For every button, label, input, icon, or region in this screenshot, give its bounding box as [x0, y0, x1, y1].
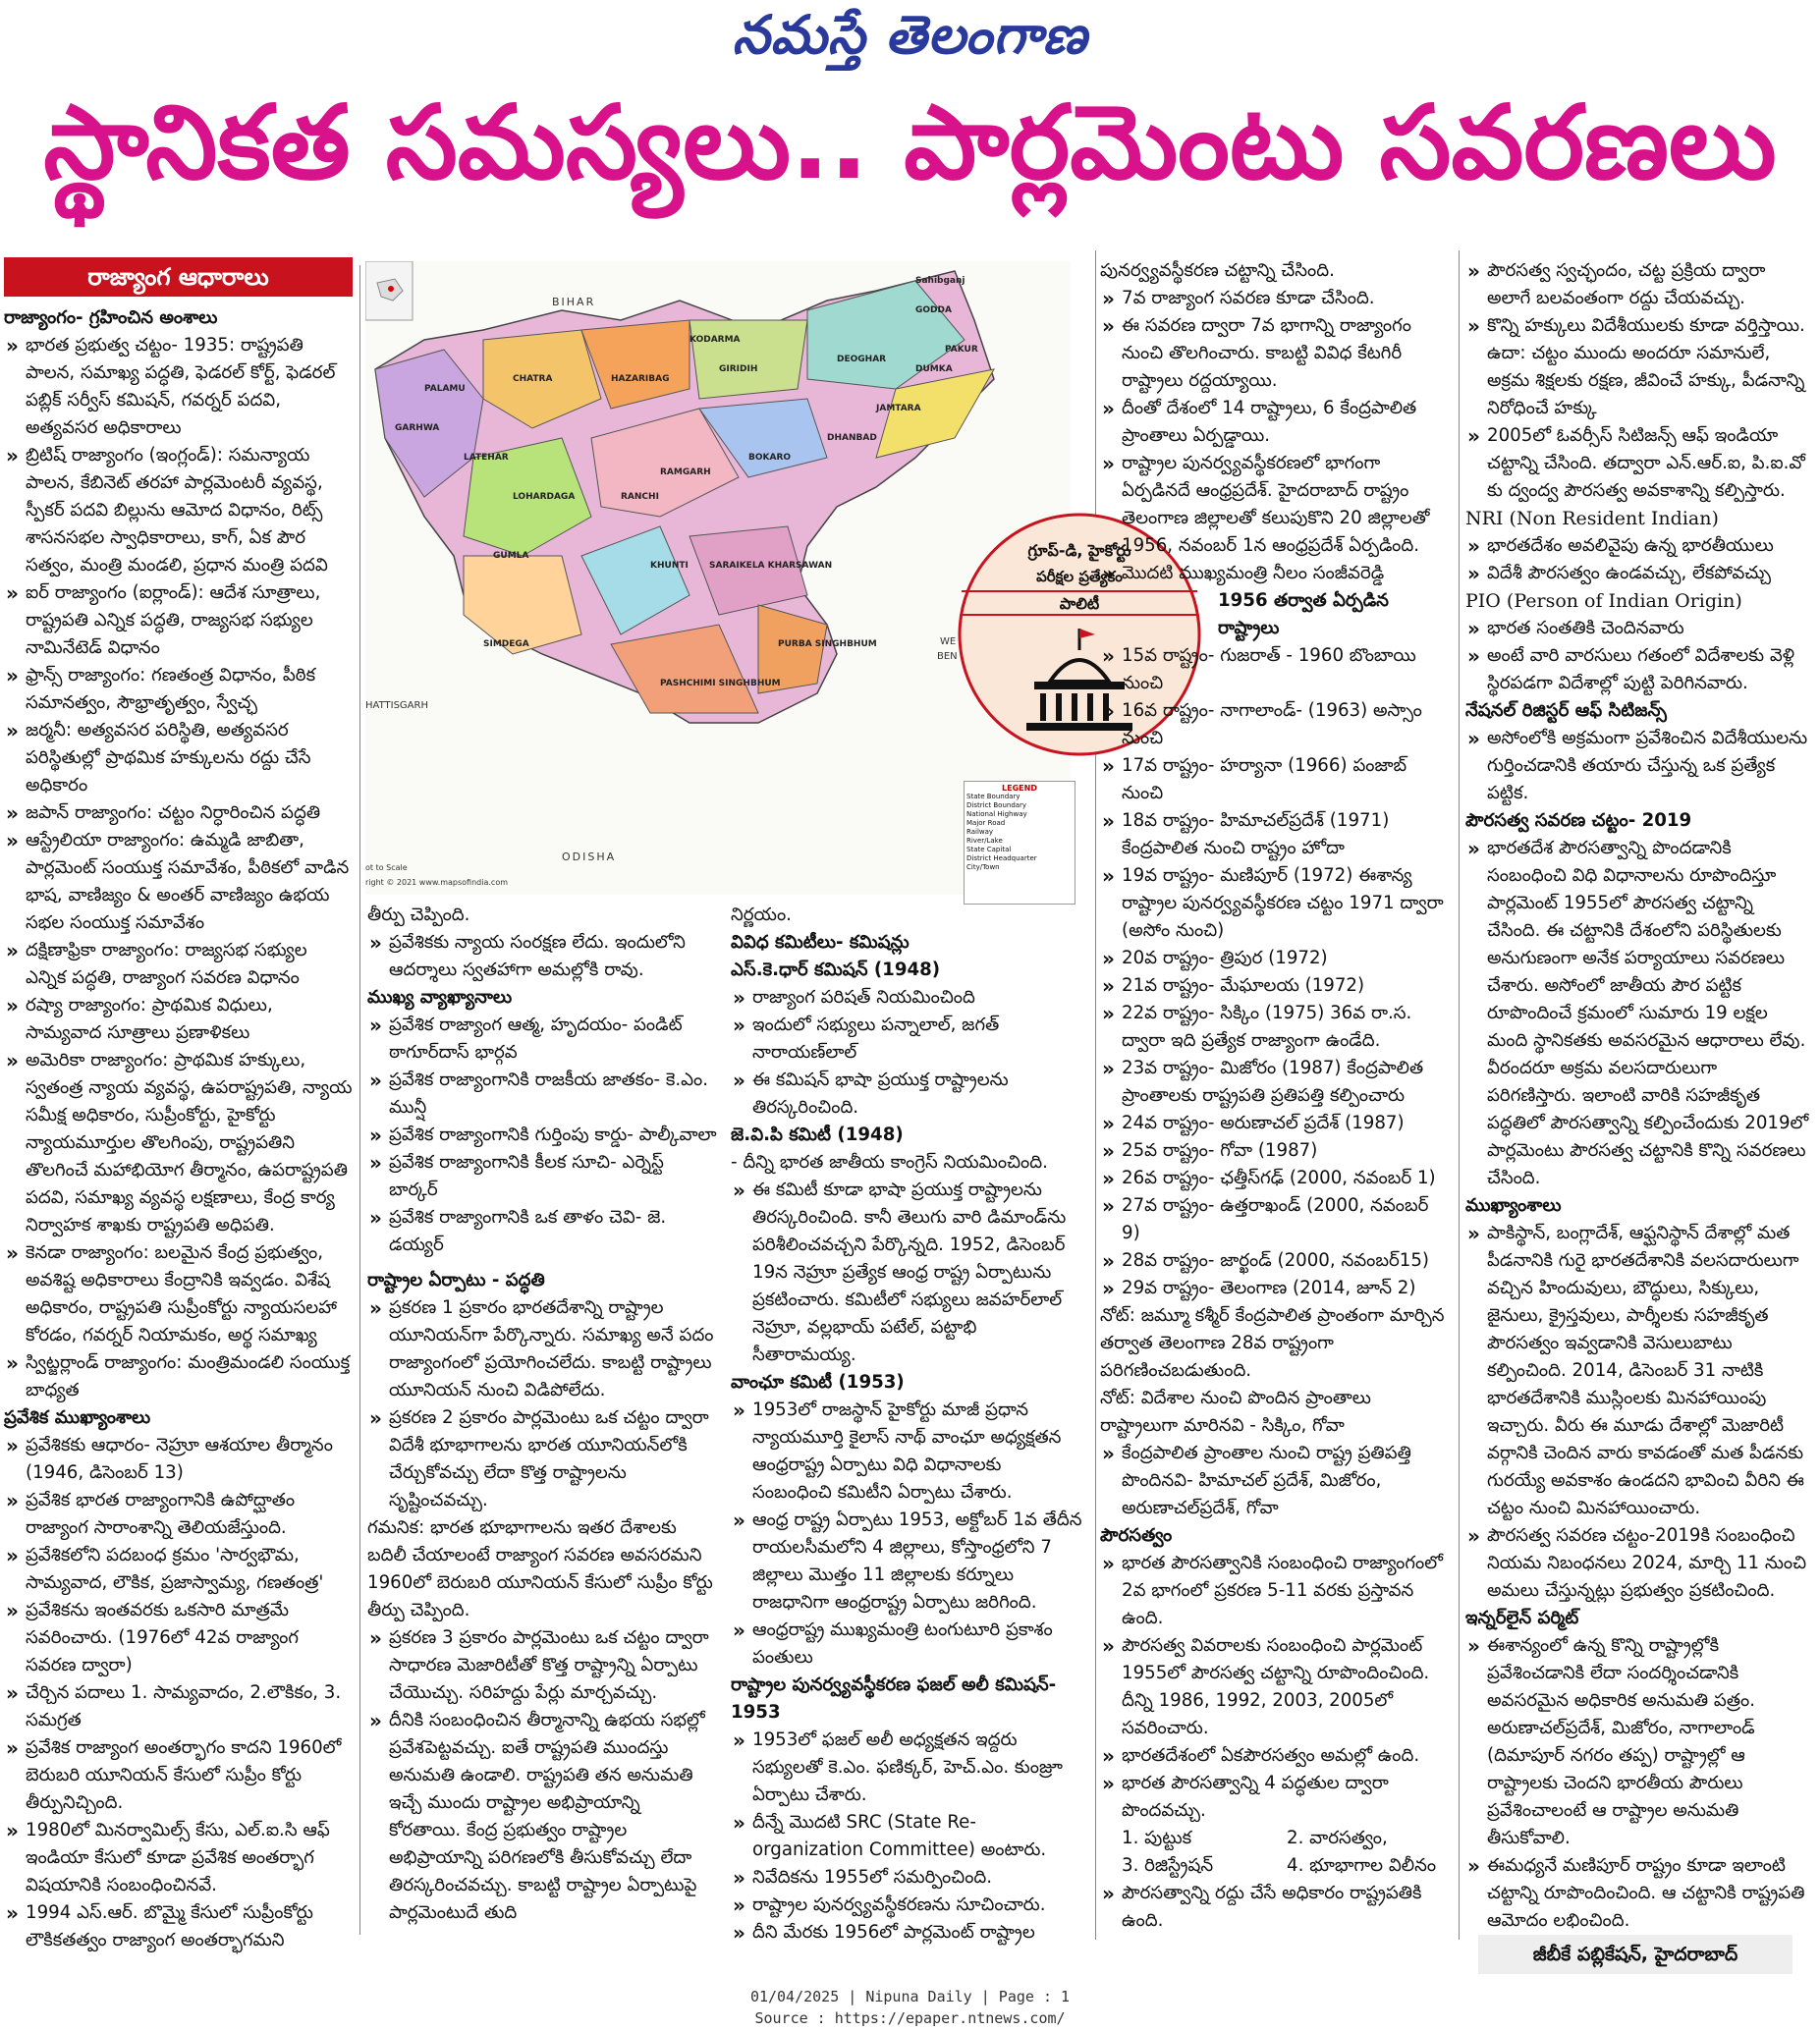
legend-item: National Highway	[966, 810, 1027, 818]
bullet-list	[1100, 1440, 1452, 1522]
sub-heading: ఇన్నర్‌లైన్ పర్మిట్	[1465, 1608, 1579, 1628]
bullet-list	[4, 1432, 353, 1954]
column-2	[367, 902, 717, 1927]
district-label: KODARMA	[689, 335, 741, 345]
sub-heading: వాంఛూ కమిటీ (1953)	[731, 1372, 905, 1393]
footer-source-line: Source : https://epaper.ntnews.com/	[754, 2009, 1066, 2027]
district-label: JAMTARA	[876, 404, 921, 413]
bullet-item: » 7వ రాజ్యాంగ సవరణ కూడా చేసింది.	[1100, 285, 1452, 312]
masthead	[0, 4, 1820, 81]
legend-title: LEGEND	[1002, 784, 1037, 793]
bullet-list	[367, 1012, 717, 1259]
district-label: GODDA	[915, 305, 952, 315]
method-item: 2. వారసత్వం,	[1287, 1828, 1388, 1848]
district-label: SARAIKELA KHARSAWAN	[709, 561, 833, 571]
bullet-item: » భారతదేశం అవలివైపు ఉన్న భారతీయులు	[1465, 532, 1811, 560]
legend-list	[966, 793, 1073, 872]
method-item: 3. రిజిస్ట్రేషన్	[1122, 1855, 1214, 1876]
bullet-list	[367, 1624, 717, 1927]
bullet-item: » దీనికి సంబంధించిన తీర్మానాన్ని ఉభయ సభల్లో ప్రవేశపెట్టవచ్చు. ఐతే రాష్ట్రపతి ముందస్తు అనుమతి ఉండాలి. రాష్ట్రపతి తన అనుమతి ఇచ్చే ముందు రాష్ట్రాల అభిప్రాయాన్ని కోరతాయి. కేంద్ర ప్రభుత్వం రాష్ట్రాల అభిప్రాయాన్ని పరిగణలోకి తీసుకోవచ్చు లేదా తిరస్కరించవచ్చు. కాబట్టి రాష్ట్రాల ఏర్పాటుపై పార్లమెంటుదే తుది	[367, 1707, 717, 1927]
bullet-item: » జర్మనీ: అత్యవసర పరిస్థితి, అత్యవసర పరిస్థితుల్లో ప్రాథమిక హక్కులను రద్దు చేసే అధికారం	[4, 717, 353, 799]
map-copyright: right © 2021 www.mapsofindia.com	[365, 878, 508, 887]
district-label: DUMKA	[915, 364, 953, 374]
bullet-item: » కేంద్రపాలిత ప్రాంతాల నుంచి రాష్ట్ర ప్రతిపత్తి పొందినవి- హిమాచల్ ప్రదేశ్, మిజోరం, అరుణాచల్‌ప్రదేశ్, గోవా	[1100, 1440, 1452, 1522]
bullet-item: » ప్రవేశికకు న్యాయ సంరక్షణ లేదు. ఇందులోని ఆదర్శాలు స్వతహాగా అమల్లోకి రావు.	[367, 929, 717, 984]
bullet-item: » 1994 ఎస్.ఆర్. బొమ్మై కేసులో సుప్రీంకోర్టు లౌకికతత్వం రాజ్యాంగ అంతర్భాగమని	[4, 1899, 353, 1954]
bullet-list	[1100, 1550, 1452, 1825]
bullet-item: » నివేదికను 1955లో సమర్పించింది.	[731, 1864, 1084, 1892]
bullet-item: » భారతదేశ పౌరసత్వాన్ని పొందడానికి సంబంధించి విధి విధానాలను రూపొందిస్తూ పార్లమెంట్ 1955లో పౌరసత్వ చట్టాన్ని చేసింది. ఈ చట్టానికి దేశంలోని పరిస్థితులకు అనుగుణంగా అనేక పర్యాయాలు సవరణలు చేశారు. అసోంలో జాతీయ పౌర పట్టిక రూపొందించే క్రమంలో సుమారు 19 లక్షల మంది స్థానికతకు అవసరమైన ఆధారాలు లేవు. వీరందరూ అక్రమ వలసదారులుగా పరిగణిస్తారు. ఇలాంటి వారికి సహజీకృత పద్ధతిలో పౌరసత్వాన్ని కల్పించేందుకు 2019లో పార్లమెంటు పౌరసత్వ చట్టానికి కొన్ని సవరణలు చేసింది.	[1465, 835, 1811, 1192]
bullet-list	[1100, 1880, 1452, 1935]
newspaper-name: నమస్తే తెలంగాణ	[732, 4, 1088, 66]
bullet-list	[4, 332, 353, 1404]
bullet-item: » కెనడా రాజ్యాంగం: బలమైన కేంద్ర ప్రభుత్వం, అవశిష్ట అధికారాలు కేంద్రానికి ఇవ్వడం. విశేష అధికారం, రాష్ట్రపతి సుప్రీంకోర్టు న్యాయసలహా కోరడం, గవర్నర్ నియామకం, అర్థ సమాఖ్య	[4, 1239, 353, 1349]
sub-heading: రాష్ట్రాల పునర్వ్యవస్థీకరణ ఫజల్ అలీ కమిషన్- 1953	[731, 1674, 1057, 1723]
district-label: Sahibganj	[915, 276, 965, 286]
bullet-item: » ఈమధ్యనే మణిపూర్ రాష్ట్రం కూడా ఇలాంటి చట్టాన్ని రూపొందించింది. ఆ చట్టానికి రాష్ట్రపతి ఆమోదం లభించింది.	[1465, 1852, 1811, 1935]
bullet-item: » పౌరసత్వ స్వచ్ఛందం, చట్ట ప్రక్రియ ద్వారా అలాగే బలవంతంగా రద్దు చేయవచ్చు.	[1465, 257, 1811, 312]
bullet-list	[1465, 532, 1811, 587]
bullet-item: » జపాన్ రాజ్యాంగం: చట్టం నిర్ధారించిన పద్ధతి	[4, 799, 353, 827]
district-label: RAMGARH	[660, 467, 711, 477]
legend-item: State Boundary	[966, 793, 1020, 800]
bullet-item: » ప్రవేశికలోని పదబంధ క్రమం 'సార్వభౌమ, సామ్యవాద, లౌకిక, ప్రజాస్వామ్య, గణతంత్ర'	[4, 1542, 353, 1597]
bullet-item: » ఐర్ రాజ్యాంగం (ఐర్లాండ్): ఆదేశ సూత్రాలు, రాష్ట్రపతి ఎన్నిక పద్ధతి, రాజ్యసభ సభ్యుల నామినేటెడ్ విధానం	[4, 579, 353, 662]
bullet-item: » ఫ్రాన్స్ రాజ్యాంగం: గణతంత్ర విధానం, పీఠిక సమానత్వం, సౌభ్రాతృత్వం, స్వేచ్ఛ	[4, 662, 353, 717]
bullet-list	[1465, 1632, 1811, 1935]
bullet-item: » అసోంలోకి అక్రమంగా ప్రవేశించిన విదేశీయులను గుర్తించడానికి తయారు చేస్తున్న ఒక ప్రత్యేక పట్టిక.	[1465, 725, 1811, 807]
legend-item: River/Lake	[966, 837, 1003, 845]
scale-note: ot to Scale	[365, 863, 408, 872]
bullet-item: » ఆంధ్ర రాష్ట్ర ఏర్పాటు 1953, అక్టోబర్ 1వ తేదీన రాయలసీమలోని 4 జిల్లాలు, కోస్తాంధ్రలోని 7 జిల్లాలు మొత్తం 11 జిల్లాలకు కర్నూలు రాజధానిగా ఆంధ్రరాష్ట్ర ఏర్పాటు జరిగింది.	[731, 1507, 1084, 1617]
column-divider	[1095, 250, 1096, 1940]
bullet-item: » చేర్చిన పదాలు 1. సామ్యవాదం, 2.లౌకికం, 3. సమగ్రత	[4, 1679, 353, 1734]
bullet-item: » 21వ రాష్ట్రం- మేఘాలయ (1972)	[1100, 972, 1452, 1000]
region-label: HATTISGARH	[365, 700, 428, 711]
bullet-item: » 16వ రాష్ట్రం- నాగాలాండ్- (1963) అస్సాం నుంచి	[1100, 697, 1452, 752]
section-heading: ముఖ్య వ్యాఖ్యానాలు	[367, 987, 513, 1008]
region-label: BIHAR	[552, 296, 596, 308]
district-label: PURBA SINGHBHUM	[778, 639, 877, 649]
bullet-item: » ప్రవేశిక రాజ్యాంగానికి కీలక సూచి- ఎర్నెస్ట్ బార్కర్	[367, 1149, 717, 1204]
bullet-item: » ఇందులో సభ్యులు పన్నాలాల్, జగత్ నారాయణ్‌లాల్	[731, 1012, 1084, 1067]
district-label: RANCHI	[621, 492, 659, 502]
district-label: GUMLA	[493, 551, 529, 561]
district-label: PASHCHIMI SINGHBHUM	[660, 679, 781, 688]
bullet-item: » ఆస్ట్రేలియా రాజ్యాంగం: ఉమ్మడి జాబితా, పార్లమెంట్ సంయుక్త సమావేశం, పీఠికలో వాడిన భాష, వాణిజ్యం & అంతర్ వాణిజ్యం ఉభయ సభల సంయుక్త సమావేశం	[4, 827, 353, 937]
inset-location-marker	[388, 286, 394, 292]
legend-item: Major Road	[966, 819, 1006, 827]
bullet-item: » 24వ రాష్ట్రం- అరుణాచల్ ప్రదేశ్ (1987)	[1100, 1110, 1452, 1137]
district-label: SIMDEGA	[483, 639, 529, 649]
bullet-item: » 28వ రాష్ట్రం- జార్ఖండ్ (2000, నవంబర్15)	[1100, 1247, 1452, 1275]
sub-heading: ఎస్.కె.ధార్ కమిషన్ (1948)	[731, 960, 941, 980]
region-label: WE	[940, 636, 957, 647]
citizenship-methods	[1100, 1825, 1452, 1880]
bullet-list	[731, 1397, 1084, 1672]
bullet-item: » 20వ రాష్ట్రం- త్రిపుర (1972)	[1100, 945, 1452, 972]
bullet-item: » 19వ రాష్ట్రం- మణిపూర్ (1972) ఈశాన్య రాష్ట్రాల పునర్వ్యవస్థీకరణ చట్టం 1971 ద్వారా (అసోం నుంచి)	[1100, 862, 1452, 945]
district-label: LOHARDAGA	[513, 492, 576, 502]
section-heading: పౌరసత్వం	[1100, 1525, 1173, 1546]
badge-line-2: పరీక్షల ప్రత్యేకం	[1036, 568, 1123, 585]
column-4	[1100, 257, 1452, 1935]
method-item: 1. పుట్టుక	[1122, 1828, 1192, 1848]
bullet-list	[1465, 615, 1811, 697]
bullet-item: » రాష్ట్రాల పునర్వ్యవస్థీకరణలో భాగంగా ఏర్పడినదే ఆంధ్రప్రదేశ్. హైదరాబాద్ రాష్ట్రం తెలంగాణ జిల్లాలతో కలుపుకొని 20 జిల్లాలతో 1956, నవంబర్ 1న ఆంధ్రప్రదేశ్ ఏర్పడింది.	[1100, 450, 1452, 560]
bullet-item: » 1953లో రాజస్థాన్ హైకోర్టు మాజీ ప్రధాన న్యాయమూర్తి కైలాస్ నాథ్ వాంఛూ అధ్యక్షతన ఆంధ్రరాష్ట్ర ఏర్పాటు విధి విధానాలకు సంబంధించి కమిటీని ఏర్పాటు చేశారు.	[731, 1397, 1084, 1507]
column-1	[4, 257, 353, 1954]
bullet-item: » 2005లో ఓవర్సీస్ సిటిజన్స్ ఆఫ్ ఇండియా చట్టాన్ని చేసింది. తద్వారా ఎన్.ఆర్.ఐ, పి.ఐ.వో కు ద్వంద్వ పౌరసత్వ అవకాశాన్ని కల్పిస్తారు.	[1465, 422, 1811, 505]
region-label: BEN	[937, 651, 958, 662]
bullet-list	[1100, 312, 1452, 587]
bullet-item: » ప్రవేశిక రాజ్యాంగ ఆత్మ, హృదయం- పండిట్ ఠాగూర్‌దాస్ భార్గవ	[367, 1012, 717, 1067]
bullet-item: » అంటే వారి వారసులు గతంలో విదేశాలకు వెళ్లి స్థిరపడగా విదేశాల్లో పుట్టి పెరిగినవారు.	[1465, 642, 1811, 697]
note-text: గమనిక: భారత భూభాగాలను ఇతర దేశాలకు బదిలీ చేయాలంటే రాజ్యాంగ సవరణ అవసరమని 1960లో బెరుబరి యూనియన్ కేసులో సుప్రీం కోర్టు తీర్పు చెప్పింది.	[367, 1517, 713, 1620]
method-item: 4. భూభాగాల విలీనం	[1287, 1855, 1437, 1876]
bullet-item: » రాష్ట్రాల పునర్వ్యవస్థీకరణను సూచించారు.	[731, 1892, 1084, 1919]
section-heading: ప్రవేశిక ముఖ్యాంశాలు	[4, 1407, 151, 1428]
bullet-item: » 15వ రాష్ట్రం- గుజరాత్ - 1960 బొంబాయి నుంచి	[1100, 642, 1452, 697]
district-label: KHUNTI	[650, 561, 689, 571]
sub-heading: ముఖ్యాంశాలు	[1465, 1195, 1562, 1216]
bullet-list	[731, 984, 1084, 1122]
section-banner: రాజ్యాంగ ఆధారాలు	[4, 257, 353, 297]
bullet-item: » ఈ కమిషన్ భాషా ప్రయుక్త రాష్ట్రాలను తిరస్కరించింది.	[731, 1067, 1084, 1122]
bullet-list	[731, 1177, 1084, 1369]
note-text: నోట్: విదేశాల నుంచి పొందిన ప్రాంతాలు రాష్ట్రాలుగా మారినవి - సిక్కిం, గోవా	[1100, 1388, 1371, 1436]
section-heading: రాజ్యాంగం- గ్రహించిన అంశాలు	[4, 307, 218, 328]
bullet-list	[1100, 642, 1452, 1302]
section-heading: రాష్ట్రాల ఏర్పాటు - పద్ధతి	[367, 1270, 545, 1290]
bullet-item: » 25వ రాష్ట్రం- గోవా (1987)	[1100, 1137, 1452, 1165]
legend-item: District Headquarter	[966, 854, 1037, 862]
bullet-item: » 27వ రాష్ట్రం- ఉత్తరాఖండ్ (2000, నవంబర్ 9)	[1100, 1192, 1452, 1247]
bullet-item: » బ్రిటిష్ రాజ్యాంగం (ఇంగ్లండ్): సమన్యాయ పాలన, కేబినెట్ తరహా పార్లమెంటరీ వ్యవస్థ, స్పీకర్ పదవి బిల్లును ఆమోద విధానం, రిట్స్ శాసనసభల స్వాధికారాలు, కాగ్, ఏక పౌర సత్వం, మంత్రి మండలి, ప్రధాన మంత్రి పదవి	[4, 442, 353, 579]
bullet-item: » భారత పౌరసత్వాన్ని 4 పద్ధతుల ద్వారా పొందవచ్చు.	[1100, 1770, 1452, 1825]
bullet-item: » భారతదేశంలో ఏకపౌరసత్వం అమల్లో ఉంది.	[1100, 1742, 1452, 1770]
bullet-item: » ప్రకరణ 3 ప్రకారం పార్లమెంటు ఒక చట్టం ద్వారా సాధారణ మెజారిటీతో కొత్త రాష్ట్రాన్ని ఏర్పాటు చేయొచ్చు. సరిహద్దు పేర్లు మార్చవచ్చు.	[367, 1624, 717, 1707]
bullet-item: » స్విట్జర్లాండ్ రాజ్యాంగం: మంత్రిమండలి సంయుక్త బాధ్యత	[4, 1349, 353, 1404]
map-legend	[964, 781, 1075, 905]
bullet-item: » 18వ రాష్ట్రం- హిమాచల్‌ప్రదేశ్ (1971) కేంద్రపాలిత నుంచి రాష్ట్రం హోదా	[1100, 807, 1452, 862]
bullet-item: » ప్రవేశికను ఇంతవరకు ఒకసారి మాత్రమే సవరించారు. (1976లో 42వ రాజ్యాంగ సవరణ ద్వారా)	[4, 1597, 353, 1679]
bullet-item: » ఈశాన్యంలో ఉన్న కొన్ని రాష్ట్రాల్లోకి ప్రవేశించడానికి లేదా సందర్శించడానికి అవసరమైన అధికారిక అనుమతి పత్రం. అరుణాచల్‌ప్రదేశ్, మిజోరం, నాగాలాండ్ (దిమాపూర్ నగరం తప్ప) రాష్ట్రాల్లో ఆ రాష్ట్రాలకు చెందని భారతీయ పౌరులు ప్రవేశించాలంటే ఆ రాష్ట్రాల అనుమతి తీసుకోవాలి.	[1465, 1632, 1811, 1852]
bullet-item: » 29వ రాష్ట్రం- తెలంగాణ (2014, జూన్ 2)	[1100, 1275, 1452, 1302]
bullet-item: » భారత సంతతికి చెందినవారు	[1465, 615, 1811, 642]
district-label: GIRIDIH	[719, 364, 758, 374]
district-label: PAKUR	[945, 345, 978, 355]
bullet-list	[1465, 257, 1811, 505]
bullet-item: » పౌరసత్వ వివరాలకు సంబంధించి పార్లమెంట్ 1955లో పౌరసత్వ చట్టాన్ని రూపొందించింది. దీన్ని 1986, 1992, 2003, 2005లో సవరించారు.	[1100, 1632, 1452, 1742]
column-3	[731, 902, 1084, 1947]
district-label: BOKARO	[748, 453, 792, 463]
legend-item: State Capital	[966, 846, 1012, 853]
legend-item: Railway	[966, 828, 994, 836]
bullet-item: » పాకిస్థాన్, బంగ్లాదేశ్, ఆఫ్ఘనిస్థాన్ దేశాల్లో మత పీడనానికి గురై భారతదేశానికి వలసదారులుగా వచ్చిన హిందువులు, బౌద్ధులు, సిక్కులు, జైనులు, క్రైస్తవులు, పార్శీలకు సహజీకృత పౌరసత్వం ఇవ్వడానికి వెసులుబాటు కల్పించింది. 2014, డిసెంబర్ 31 నాటికి భారతదేశానికి ముస్లింలకు మినహాయింపు ఇచ్చారు. వీరు ఈ మూడు దేశాల్లో మెజారిటీ వర్గానికి చెందిన వారు కావడంతో మత పీడనకు గురయ్యే అవకాశం ఉండదని భావించి వీరిని ఈ చట్టం నుంచి మినహాయించారు.	[1465, 1220, 1811, 1522]
badge-line-3: పాలిటీ	[1059, 594, 1100, 613]
bullet-item: » రష్యా రాజ్యాంగం: ప్రాథమిక విధులు, సామ్యవాద సూత్రాలు ప్రణాళికలు	[4, 992, 353, 1047]
body-text: - దీన్ని భారత జాతీయ కాంగ్రెస్ నియమించింది.	[731, 1152, 1048, 1173]
district-label: PALAMU	[424, 384, 466, 394]
district-label: LATEHAR	[464, 453, 509, 463]
bullet-item: » దీంతో దేశంలో 14 రాష్ట్రాలు, 6 కేంద్రపాలిత ప్రాంతాలు ఏర్పడ్డాయి.	[1100, 395, 1452, 450]
bullet-item: » విదేశీ పౌరసత్వం ఉండవచ్చు, లేకపోవచ్చు	[1465, 560, 1811, 587]
bullet-item: » ప్రవేశికకు ఆధారం- నెహ్రూ ఆశయాల తీర్మానం (1946, డిసెంబర్ 13)	[4, 1432, 353, 1487]
column-divider	[1459, 250, 1460, 1940]
bullet-list	[1465, 1220, 1811, 1605]
bullet-item: » పౌరసత్వాన్ని రద్దు చేసే అధికారం రాష్ట్రపతికి ఉంది.	[1100, 1880, 1452, 1935]
bullet-item: » 17వ రాష్ట్రం- హర్యానా (1966) పంజాబ్ నుంచి	[1100, 752, 1452, 807]
bullet-list	[367, 929, 717, 984]
bullet-list	[1465, 835, 1811, 1192]
bullet-item: » ఈ సవరణ ద్వారా 7వ భాగాన్ని రాజ్యాంగం నుంచి తొలగించారు. కాబట్టి వివిధ కేటగిరీ రాష్ట్రాలు రద్దయ్యాయి.	[1100, 312, 1452, 395]
sub-heading: PIO (Person of Indian Origin)	[1465, 590, 1742, 612]
bullet-item: » కొన్ని హక్కులు విదేశీయులకు కూడా వర్తిస్తాయి. ఉదా: చట్టం ముందు అందరూ సమానులే, అక్రమ శిక్షలకు రక్షణ, జీవించే హక్కు, పీడనాన్ని నిరోధించే హక్కు	[1465, 312, 1811, 422]
bullet-item: » ఈ కమిటీ కూడా భాషా ప్రయుక్త రాష్ట్రాలను తిరస్కరించింది. కానీ తెలుగు వారి డిమాండ్‌ను పరిశీలించవచ్చని పేర్కొన్నది. 1952, డిసెంబర్ 19న నెహ్రూ ప్రత్యేక ఆంధ్ర రాష్ట్ర ఏర్పాటును ప్రకటించారు. కమిటీలో సభ్యులు జవహర్‌లాల్ నెహ్రూ, వల్లభాయ్ పటేల్, పట్టాభి సీతారామయ్య.	[731, 1177, 1084, 1369]
page-headline	[0, 82, 1820, 230]
sub-heading: పౌరసత్వ సవరణ చట్టం- 2019	[1465, 810, 1692, 831]
continued-text: తీర్పు చెప్పింది.	[367, 905, 470, 925]
continued-text: నిర్ణయం.	[731, 905, 792, 925]
bullet-item: » ప్రకరణ 2 ప్రకారం పార్లమెంటు ఒక చట్టం ద్వారా విదేశీ భూభాగాలను భారత యూనియన్‌లోకి చేర్చుకోవచ్చు లేదా కొత్త రాష్ట్రాలను సృష్టించవచ్చు.	[367, 1404, 717, 1514]
bullet-item: » భారత పౌరసత్వానికి సంబంధించి రాజ్యాంగంలో 2వ భాగంలో ప్రకరణ 5-11 వరకు ప్రస్తావన ఉంది.	[1100, 1550, 1452, 1632]
bullet-item: » ఆంధ్రరాష్ట్ర ముఖ్యమంత్రి టంగుటూరి ప్రకాశం పంతులు	[731, 1617, 1084, 1672]
district-label: DHANBAD	[827, 433, 877, 443]
district-label: DEOGHAR	[837, 355, 887, 364]
bullet-item: » ప్రవేశిక రాజ్యాంగ అంతర్భాగం కాదని 1960లో బెరుబరి యూనియన్ కేసులో సుప్రీం కోర్టు తీర్పునిచ్చింది.	[4, 1734, 353, 1817]
continued-text: పునర్వ్యవస్థీకరణ చట్టాన్ని చేసింది.	[1100, 260, 1335, 281]
section-heading: 1956 తర్వాత ఏర్పడిన రాష్ట్రాలు	[1218, 590, 1389, 638]
district-label: CHATRA	[513, 374, 553, 384]
bullet-item: » 23వ రాష్ట్రం- మిజోరం (1987) కేంద్రపాలిత ప్రాంతాలకు రాష్ట్రపతి ప్రతిపత్తి కల్పించారు	[1100, 1055, 1452, 1110]
bullet-item: » భారత ప్రభుత్వ చట్టం- 1935: రాష్ట్రపతి పాలన, సమాఖ్య పద్ధతి, ఫెడరల్ కోర్ట్, ఫెడరల్ పబ్లిక్ సర్వీస్ కమిషన్, గవర్నర్ పదవి, అత్యవసర అధికారాలు	[4, 332, 353, 442]
bullet-list	[731, 1727, 1084, 1947]
column-5	[1465, 257, 1811, 1935]
bullet-item: » 1980లో మినర్వామిల్స్ కేసు, ఎల్.ఐ.సి ఆఫ్ ఇండియా కేసులో కూడా ప్రవేశిక అంతర్భాగ విషయానికి సంబంధించినవే.	[4, 1817, 353, 1899]
column-divider	[359, 265, 360, 1935]
bullet-item: » 26వ రాష్ట్రం- ఛత్తీస్‌గఢ్ (2000, నవంబర్ 1)	[1100, 1165, 1452, 1192]
bullet-item: » ప్రవేశిక భారత రాజ్యాంగానికి ఉపోద్ఘాతం రాజ్యాంగ సారాంశాన్ని తెలియజేస్తుంది.	[4, 1487, 353, 1542]
page-footer	[0, 1986, 1820, 2029]
headline-text: స్థానికత సమస్యలు.. పార్లమెంటు సవరణలు	[43, 82, 1777, 202]
badge-line-1: గ్రూప్-డి, హైకోర్టు	[1027, 541, 1131, 560]
bullet-item: » ప్రవేశిక రాజ్యాంగానికి ఒక తాళం చెవి- జె. డయ్యర్	[367, 1204, 717, 1259]
bullet-item: » దీన్నే మొదటి SRC (State Re-organization Committee) అంటారు.	[731, 1809, 1084, 1864]
district-giridih	[689, 320, 807, 399]
publisher-credit: జీబీకే పబ్లికేషన్, హైదరాబాద్	[1478, 1935, 1792, 1974]
legend-item: City/Town	[966, 863, 1000, 871]
district-label: GARHWA	[395, 423, 440, 433]
region-label: ODISHA	[562, 851, 617, 863]
bullet-item: » పౌరసత్వ సవరణ చట్టం-2019కి సంబంధించి నియమ నిబంధనలు 2024, మార్చి 11 నుంచి అమలు చేస్తున్నట్లు ప్రభుత్వం ప్రకటించింది.	[1465, 1522, 1811, 1605]
bullet-item: » ప్రవేశిక రాజ్యాంగానికి గుర్తింపు కార్డు- పాల్కీవాలా	[367, 1122, 717, 1149]
bullet-item: » ప్రకరణ 1 ప్రకారం భారతదేశాన్ని రాష్ట్రాల యూనియన్‌గా పేర్కొన్నారు. సమాఖ్య అనే పదం రాజ్యాంగంలో ప్రయోగించలేదు. కాబట్టి రాష్ట్రాలు యూనియన్ నుంచి విడిపోలేదు.	[367, 1294, 717, 1404]
sub-heading: జె.వి.పి కమిటీ (1948)	[731, 1125, 904, 1145]
bullet-item: » అమెరికా రాజ్యాంగం: ప్రాథమిక హక్కులు, స్వతంత్ర న్యాయ వ్యవస్థ, ఉపరాష్ట్రపతి, న్యాయ సమీక్ష అధికారం, సుప్రీంకోర్టు, హైకోర్టు న్యాయమూర్తుల తొలగింపు, రాష్ట్రపతిని తొలగించే మహాభియోగ తీర్మానం, ఉపరాష్ట్రపతి పదవి, సమాఖ్య వ్యవస్థ లక్షణాలు, కేంద్ర కార్య నిర్వాహక శాఖకు రాష్ట్రపతి అధిపతి.	[4, 1047, 353, 1239]
bullet-item: » 1953లో ఫజల్ అలీ అధ్యక్షతన ఇద్దరు సభ్యులతో కె.ఎం. ఫణిక్కర్, హెచ్.ఎం. కుంజ్రూ ఏర్పాటు చేశారు.	[731, 1727, 1084, 1809]
bullet-item: » ప్రవేశిక రాజ్యాంగానికి రాజకీయ జాతకం- కె.ఎం. మున్షీ	[367, 1067, 717, 1122]
bullet-list	[367, 1294, 717, 1514]
bullet-item: » రాజ్యాంగ పరిషత్ నియమించింది	[731, 984, 1084, 1012]
bullet-item: » దక్షిణాఫ్రికా రాజ్యాంగం: రాజ్యసభ సభ్యుల ఎన్నిక పద్ధతి, రాజ్యాంగ సవరణ విధానం	[4, 937, 353, 992]
sub-heading: నేషనల్ రిజిస్టర్ ఆఫ్ సిటిజన్స్	[1465, 700, 1667, 721]
footer-date-line: 01/04/2025 | Nipuna Daily | Page : 1	[749, 1988, 1071, 2005]
sub-heading: NRI (Non Resident Indian)	[1465, 508, 1719, 529]
bullet-item: » మొదటి ముఖ్యమంత్రి నీలం సంజీవరెడ్డి	[1100, 560, 1452, 587]
note-text: నోట్: జమ్మూ కశ్మీర్ కేంద్రపాలిత ప్రాంతంగా మార్చిన తర్వాత తెలంగాణ 28వ రాష్ట్రంగా పరిగణించబడుతుంది.	[1100, 1305, 1445, 1381]
section-heading: వివిధ కమిటీలు- కమిషన్లు	[731, 932, 910, 953]
bullet-item: » 22వ రాష్ట్రం- సిక్కిం (1975) 36వ రా.స. ద్వారా ఇది ప్రత్యేక రాజ్యాంగా ఉండేది.	[1100, 1000, 1452, 1055]
bullet-item: » దీని మేరకు 1956లో పార్లమెంట్ రాష్ట్రాల	[731, 1919, 1084, 1947]
legend-item: District Boundary	[966, 801, 1027, 809]
district-label: HAZARIBAG	[611, 374, 670, 384]
bullet-list	[1465, 725, 1811, 807]
